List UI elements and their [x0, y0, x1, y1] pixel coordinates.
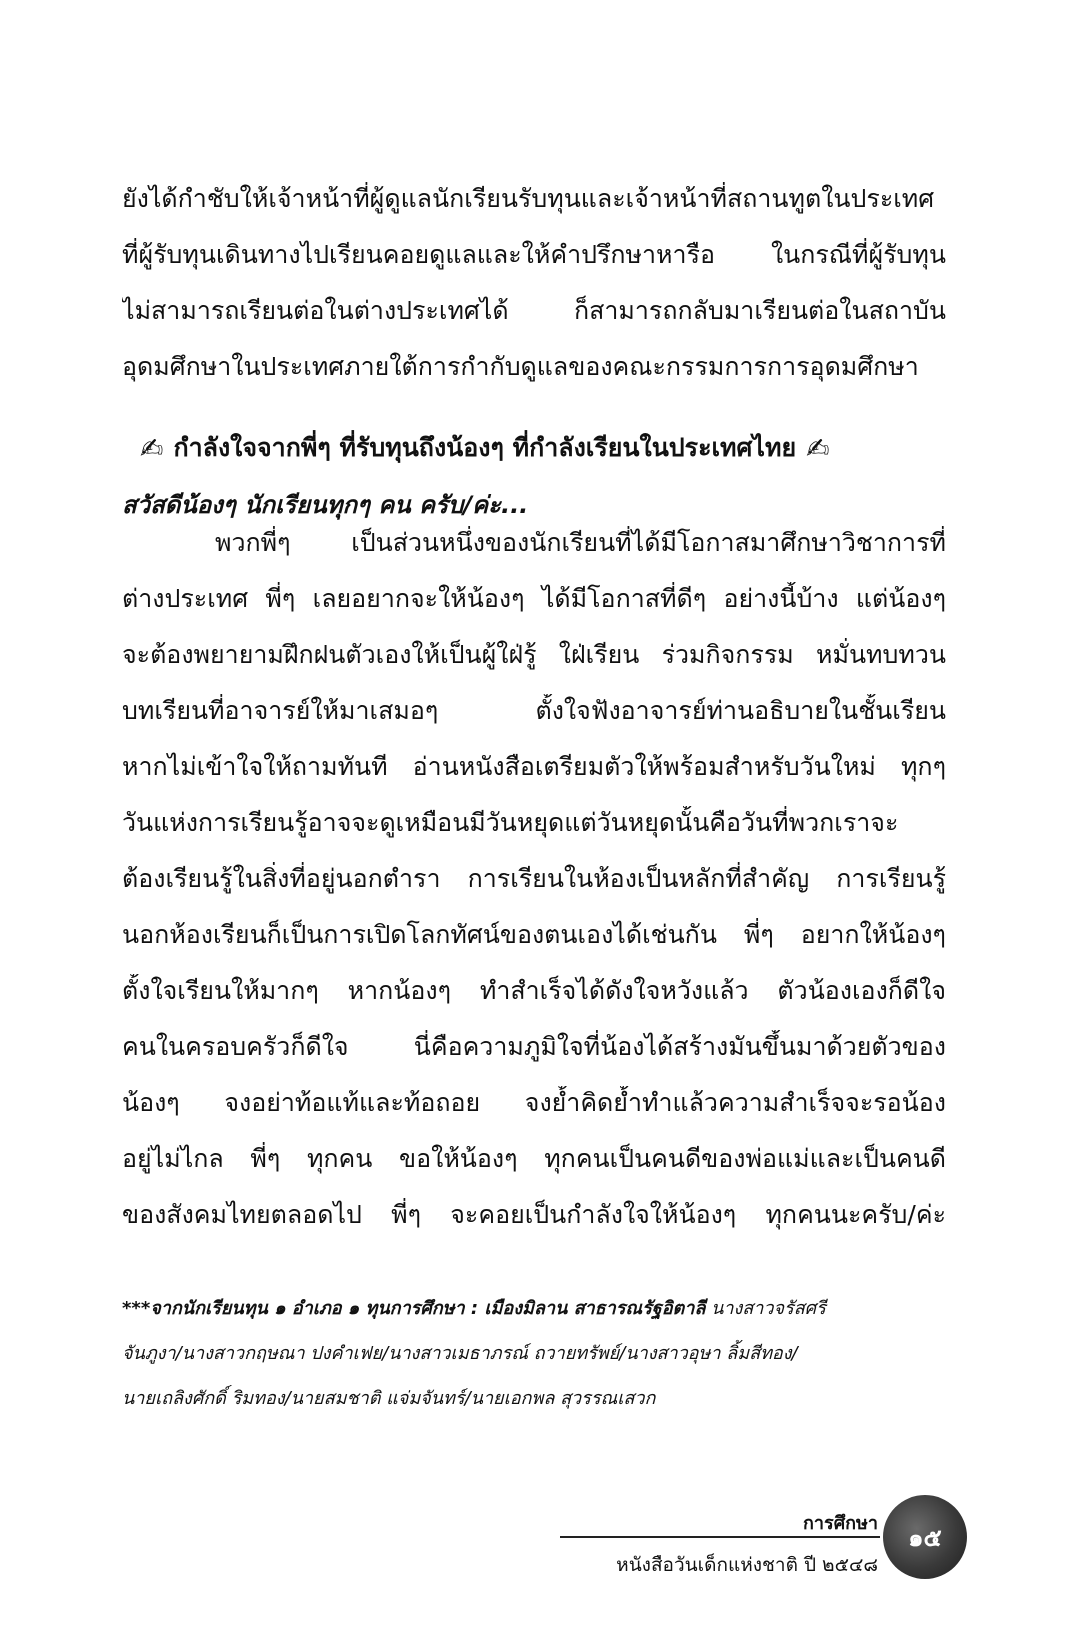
body-line-3: ไม่สามารถเรียนต่อในต่างประเทศได้ ก็สามารถกลับมาเรียนต่อในสถาบัน — [122, 296, 946, 325]
page-number-badge — [883, 1495, 967, 1579]
letter-line: ต่างประเทศ พี่ๆ เลยอยากจะให้น้องๆ ได้มีโอกาสที่ดีๆ อย่างนี้บ้าง แต่น้องๆ — [122, 584, 946, 613]
section-heading — [140, 428, 940, 468]
letter-line: ต้องเรียนรู้ในสิ่งที่อยู่นอกตำรา การเรียนในห้องเป็นหลักที่สำคัญ การเรียนรู้ — [122, 864, 946, 893]
credit-names: นางสาวจรัสศรี — [705, 1298, 826, 1319]
letter-line: ตั้งใจเรียนให้มากๆ หากน้องๆ ทำสำเร็จได้ดังใจหวังแล้ว ตัวน้องเองก็ดีใจ — [122, 976, 946, 1005]
letter-line: จะต้องพยายามฝึกฝนตัวเองให้เป็นผู้ใฝ่รู้ ใฝ่เรียน ร่วมกิจกรรม หมั่นทบทวน — [122, 640, 946, 669]
letter-line: คนในครอบครัวก็ดีใจ นี่คือความภูมิใจที่น้องได้สร้างมันขึ้นมาด้วยตัวของ — [122, 1032, 946, 1061]
page-number: ๑๕ — [908, 1523, 942, 1552]
letter-line: พวกพี่ๆ เป็นส่วนหนึ่งของนักเรียนที่ได้มีโอกาสมาศึกษาวิชาการที่ — [215, 528, 946, 557]
body-line-2: ที่ผู้รับทุนเดินทางไปเรียนคอยดูแลและให้คำปรึกษาหารือ ในกรณีที่ผู้รับทุน — [122, 240, 946, 269]
footer-divider — [560, 1536, 880, 1538]
letter-line: บทเรียนที่อาจารย์ให้มาเสมอๆ ตั้งใจฟังอาจารย์ท่านอธิบายในชั้นเรียน — [122, 696, 946, 725]
letter-line: หากไม่เข้าใจให้ถามทันที อ่านหนังสือเตรียมตัวให้พร้อมสำหรับวันใหม่ ทุกๆ — [122, 752, 946, 781]
credit-line-1 — [122, 1294, 952, 1324]
body-line-1: ยังได้กำชับให้เจ้าหน้าที่ผู้ดูแลนักเรียนรับทุนและเจ้าหน้าที่สถานทูตในประเทศ — [122, 184, 935, 213]
pen-icon: ✍ — [806, 431, 830, 465]
footer-section-title: การศึกษา — [803, 1513, 878, 1534]
body-line-4: อุดมศึกษาในประเทศภายใต้การกำกับดูแลของคณะกรรมการการอุดมศึกษา — [122, 352, 919, 381]
letter-line: ของสังคมไทยตลอดไป พี่ๆ จะคอยเป็นกำลังใจให้น้องๆ ทุกคนนะครับ/ค่ะ — [122, 1200, 946, 1229]
letter-line: นอกห้องเรียนก็เป็นการเปิดโลกทัศน์ของตนเองได้เช่นกัน พี่ๆ อยากให้น้องๆ — [122, 920, 946, 949]
pen-icon: ✍ — [140, 431, 164, 465]
section-heading-text: กำลังใจจากพี่ๆ ที่รับทุนถึงน้องๆ ที่กำลังเรียนในประเทศไทย — [173, 433, 797, 462]
credit-line-3: นายเถลิงศักดิ์ ริมทอง/นายสมชาติ แจ่มจันทร์/นายเอกพล สุวรรณเสวก — [122, 1388, 656, 1409]
letter-line: น้องๆ จงอย่าท้อแท้และท้อถอย จงย้ำคิดย้ำทำแล้วความสำเร็จจะรอน้อง — [122, 1088, 946, 1117]
footer-book-title: หนังสือวันเด็กแห่งชาติ ปี ๒๕๔๘ — [616, 1554, 878, 1576]
letter-line: อยู่ไม่ไกล พี่ๆ ทุกคน ขอให้น้องๆ ทุกคนเป็นคนดีของพ่อแม่และเป็นคนดี — [122, 1144, 946, 1173]
credit-source: ***จากนักเรียนทุน ๑ อำเภอ ๑ ทุนการศึกษา : เมืองมิลาน สาธารณรัฐอิตาลี — [122, 1298, 706, 1319]
letter-line: วันแห่งการเรียนรู้อาจจะดูเหมือนมีวันหยุดแต่วันหยุดนั้นคือวันที่พวกเราจะ — [122, 808, 899, 837]
greeting: สวัสดีน้องๆ นักเรียนทุกๆ คน ครับ/ค่ะ... — [122, 491, 529, 519]
credit-line-2: จันภูงา/นางสาวกฤษณา ปงคำเฟย/นางสาวเมธาภรณ์ ถวายทรัพย์/นางสาวอุษา ลิ้มสีทอง/ — [122, 1343, 798, 1364]
